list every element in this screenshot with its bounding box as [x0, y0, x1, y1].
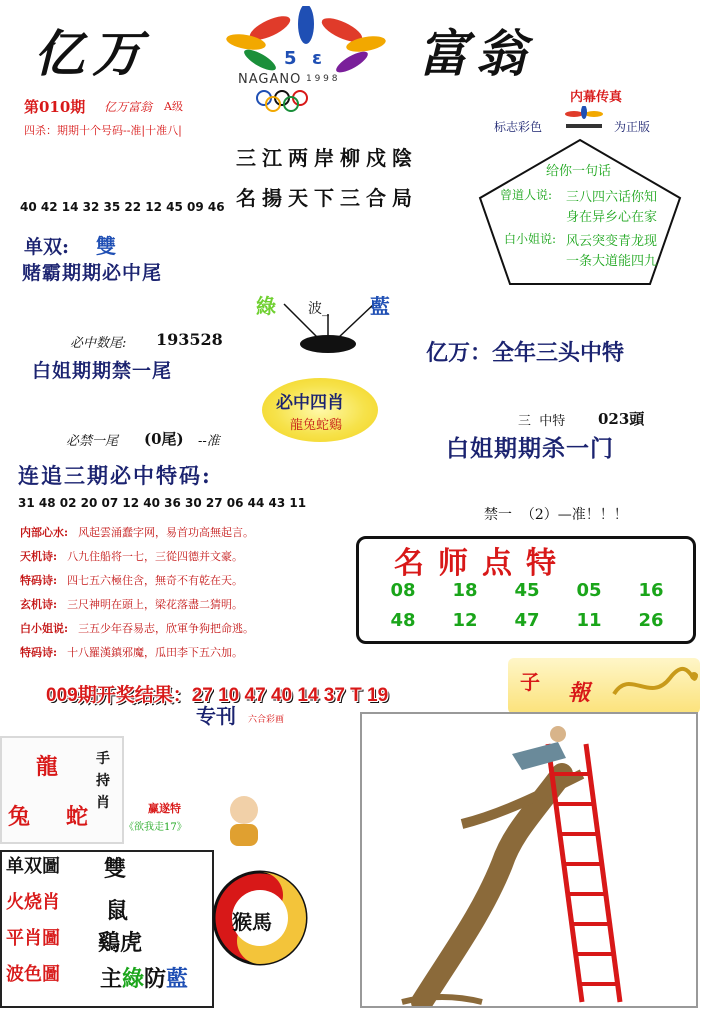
grid-wave-line	[100, 962, 188, 993]
poem-text: 八九住船将一七，三從四德并文豪。	[67, 550, 244, 563]
zhuankan-text: 专刊	[196, 704, 236, 728]
circle-text: 猴馬	[232, 910, 272, 934]
grid-labels	[6, 852, 78, 996]
tail-must-label: 必中数尾:	[70, 336, 127, 351]
pick-number: 47	[514, 610, 540, 631]
title-left: 亿万	[34, 24, 150, 83]
wave-green-text: 綠	[122, 966, 145, 992]
chase-numbers: 31 48 02 20 07 12 40 36 30 27 06 44 43 11	[18, 496, 307, 510]
three-special-tagline: 白姐期期杀一门	[446, 435, 614, 462]
poem-label: 特码诗:	[20, 646, 58, 659]
kids-icon	[214, 790, 274, 854]
zodiac-dragon: 龍	[36, 754, 59, 780]
svg-text:5: 5	[284, 48, 297, 69]
scroll-title: 報	[568, 680, 591, 706]
grid-label-odd-even: 单双圖	[6, 856, 60, 877]
numbers-top: 40 42 14 32 35 22 12 45 09 46	[20, 200, 225, 214]
grid-label-fire-zodiac: 火烧肖	[6, 892, 60, 913]
ban-one: 禁一 （2）—准！！！	[484, 507, 628, 523]
dragon-icon	[610, 664, 698, 712]
wave-blue: 藍	[370, 294, 390, 318]
master-pick-row-2	[372, 610, 684, 631]
poem-label: 白小姐说:	[20, 622, 69, 635]
three-special-label: 三 中特	[518, 414, 566, 429]
four-zodiac-animals: 龍兔蛇鷄	[290, 418, 343, 433]
poem-label: 天机诗:	[20, 550, 58, 563]
draw-result: 009期开奖结果：27 10 47 40 14 37 T 19	[46, 685, 389, 706]
odd-even-tagline: 赌霸期期必中尾	[22, 262, 163, 284]
issue-subtitle: 四杀：期期十个号码--准|十准八|	[24, 124, 182, 137]
master-pick-row-1	[372, 580, 684, 601]
poem-text: 三尺神明在頭上，梁花落盡二猜明。	[67, 598, 244, 611]
insider-speaker-1: 曾道人说:	[500, 188, 553, 202]
insider-text-1a: 三八四六话你知	[566, 190, 658, 205]
grid-animals-2: 鷄虎	[98, 930, 143, 956]
poem-row	[20, 548, 243, 564]
chase-heading: 连追三期必中特码:	[18, 463, 212, 488]
odd-even-value: 雙	[96, 234, 116, 258]
olympic-rings-icon	[252, 90, 352, 116]
tail-must-tagline: 白姐期期禁一尾	[32, 360, 173, 382]
couplet-line-2: 名揚天下三合局	[236, 186, 418, 210]
four-zodiac-title: 必中四肖	[276, 393, 344, 413]
insider-text-1b: 身在异乡心在家	[566, 210, 658, 225]
poem-row	[20, 524, 254, 540]
grid-label-wave-color: 波色圖	[6, 964, 60, 985]
poem-text: 风起雲涌蠢字网，易首功高無起言。	[78, 526, 255, 539]
poem-text: 三五少年吞易志，欣軍争狗把命逃。	[78, 622, 255, 635]
nagano-year: 1 9 9 8	[306, 74, 338, 84]
insider-text-2a: 风云突变青龙现	[566, 234, 658, 249]
pick-number: 08	[390, 580, 416, 601]
badge-sub: 《欲我走17》	[124, 822, 187, 833]
ban-tail-label: 必禁一尾	[66, 434, 119, 449]
issue-signature: 亿万富翁	[104, 100, 153, 114]
wave-guard: 防	[144, 966, 167, 992]
title-right: 富翁	[418, 24, 534, 83]
pick-number: 11	[576, 610, 602, 631]
nagano-text: NAGANO	[238, 72, 302, 87]
issue-label: 第010期	[24, 98, 86, 116]
poem-label: 玄机诗:	[20, 598, 58, 611]
poem-row	[20, 596, 243, 612]
ban-tail-value: (0尾)	[144, 430, 184, 448]
poem-label: 内部心水:	[20, 526, 69, 539]
wave-main: 主	[100, 966, 123, 992]
badge-winner: 赢遂特	[148, 802, 181, 815]
ban-tail-suffix: --准	[198, 434, 220, 449]
poem-row	[20, 620, 254, 636]
poem-row	[20, 572, 243, 588]
pick-number: 16	[638, 580, 664, 601]
tail-must-value: 193528	[156, 330, 223, 349]
insider-text-2b: 一条大道能四九	[566, 254, 658, 269]
insider-prompt: 给你一句话	[546, 164, 612, 179]
grid-label-flat-zodiac: 平肖圖	[6, 928, 60, 949]
zodiac-snake: 蛇	[66, 804, 89, 830]
grid-double: 雙	[104, 856, 127, 882]
pick-number: 48	[390, 610, 416, 631]
hand-holding-vertical: 手持肖	[96, 751, 110, 811]
pick-number: 26	[638, 610, 664, 631]
insider-heading: 内幕传真	[570, 90, 623, 105]
ladder-illustration	[360, 712, 698, 1008]
wave-label: 波_	[308, 301, 329, 317]
poem-text: 十八羅漢鎮邪魔，瓜田李下五六加。	[67, 646, 244, 659]
issue-grade: A级	[164, 100, 183, 113]
couplet-line-1: 三江两岸柳戍陰	[236, 146, 418, 170]
poem-row	[20, 644, 243, 660]
odd-even-label: 单双:	[24, 236, 70, 258]
pick-number: 18	[452, 580, 478, 601]
poem-list	[0, 524, 352, 674]
wave-green: 綠	[256, 294, 276, 318]
insider-speaker-2: 白小姐说:	[504, 232, 557, 246]
zhuankan-sub: 六合彩画	[248, 715, 285, 725]
wave-blue-text: 藍	[166, 966, 189, 992]
master-pick-title: 名师点特	[394, 546, 570, 581]
zodiac-rabbit: 兔	[8, 804, 31, 830]
yiwan-slogan: 亿万：全年三头中特	[426, 340, 625, 366]
insider-logo-right: 为正版	[614, 120, 651, 134]
pick-number: 12	[452, 610, 478, 631]
poem-label: 特码诗:	[20, 574, 58, 587]
pick-number: 45	[514, 580, 540, 601]
pick-number: 05	[576, 580, 602, 601]
poem-text: 四七五六極住含，無奇不有乾在天。	[67, 574, 244, 587]
grid-animals-1: 鼠	[106, 898, 129, 924]
insider-logo-left: 标志彩色	[494, 120, 543, 134]
svg-text:ε: ε	[312, 48, 323, 69]
insider-logo-icon	[560, 106, 608, 132]
three-special-value: 023頭	[598, 410, 645, 428]
scroll-heading: 子	[520, 670, 540, 694]
